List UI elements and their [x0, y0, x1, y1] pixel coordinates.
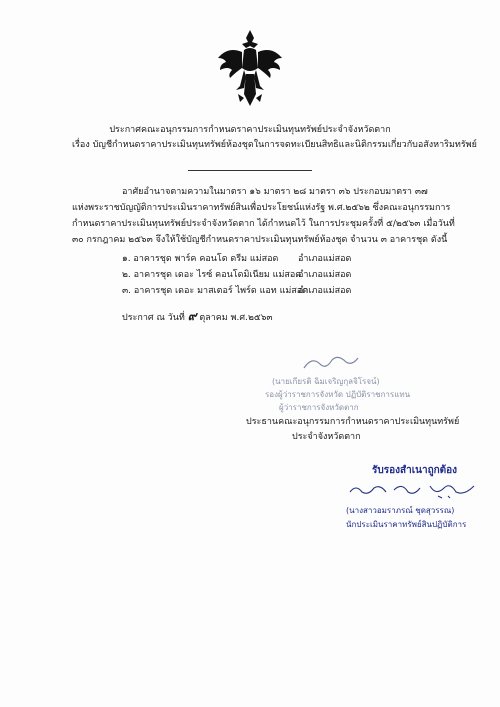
chair-title-2: ประจำจังหวัดตาก: [292, 432, 361, 442]
list-item: [122, 269, 352, 281]
condo-name: ๓. อาคารชุด เดอะ มาสเตอร์ ไพร์ด แอท แม่สอด: [122, 286, 309, 296]
date-day: ๙: [187, 309, 197, 323]
signature-mark: [300, 352, 360, 374]
announcement-date: [122, 307, 273, 326]
condo-name: ๒. อาคารชุด เดอะ ไรซ์ คอนโดมิเนียม แม่สอด: [122, 270, 302, 280]
signer-name: (นายเกียรติ ฉิมเจริญกุลจิโรจน์): [272, 377, 380, 386]
paragraph-line-1: อาศัยอำนาจตามความในมาตรา ๑๖ มาตรา ๒๘ มาตรา ๓๖ ประกอบมาตรา ๓๗: [122, 187, 428, 197]
handwritten-signature: [346, 480, 480, 500]
chair-title: ประธานคณะอนุกรรมการกำหนดราคาประเมินทุนทรัพย์: [246, 417, 460, 427]
district: อำเภอแม่สอด: [298, 286, 352, 296]
certified-copy-stamp: รับรองสำเนาถูกต้อง: [372, 465, 458, 476]
list-item: [122, 253, 352, 265]
certifier-name: (นางสาวอมราภรณ์ ชุดสุวรรณ): [346, 506, 455, 515]
paragraph-line-3: กำหนดราคาประเมินทุนทรัพย์ประจำจังหวัดตาก ได้กำหนดไว้ ในการประชุมครั้งที่ ๕/๒๕๖๓ เมื่อวันที่: [72, 219, 455, 229]
signer-position-2: ผู้ว่าราชการจังหวัดตาก: [279, 403, 359, 412]
paragraph-line-4: ๓๐ กรกฎาคม ๒๕๖๓ จึงให้ใช้บัญชีกำหนดราคาประเมินทุนทรัพย์ห้องชุด จำนวน ๓ อาคารชุด ดังนี้: [72, 235, 448, 245]
district: อำเภอแม่สอด: [298, 254, 352, 264]
condo-name: ๑. อาคารชุด พาร์ค คอนโด ดรีม แม่สอด: [122, 254, 279, 264]
date-suffix: ตุลาคม พ.ศ.๒๕๖๓: [199, 313, 273, 323]
date-prefix: ประกาศ ณ วันที่: [122, 313, 185, 323]
certifier-position: นักประเมินราคาทรัพย์สินปฏิบัติการ: [346, 520, 467, 529]
subject-line: เรื่อง บัญชีกำหนดราคาประเมินทุนทรัพย์ห้องชุดในการจดทะเบียนสิทธิและนิติกรรมเกี่ยวกับอสังหาริมทรัพย์: [72, 140, 477, 150]
signer-position: รองผู้ว่าราชการจังหวัด ปฏิบัติราชการแทน: [265, 390, 411, 399]
district: อำเภอแม่สอด: [298, 270, 352, 280]
paragraph-line-2: แห่งพระราชบัญญัติการประเมินราคาทรัพย์สินเพื่อประโยชน์แห่งรัฐ พ.ศ.๒๕๖๒ ซึ่งคณะอนุกรรมการ: [72, 203, 451, 213]
garuda-emblem-icon: [214, 28, 286, 114]
divider: [188, 170, 312, 171]
announcement-heading: ประกาศคณะอนุกรรมการกำหนดราคาประเมินทุนทรัพย์ประจำจังหวัดตาก: [109, 125, 391, 135]
list-item: [122, 285, 352, 297]
